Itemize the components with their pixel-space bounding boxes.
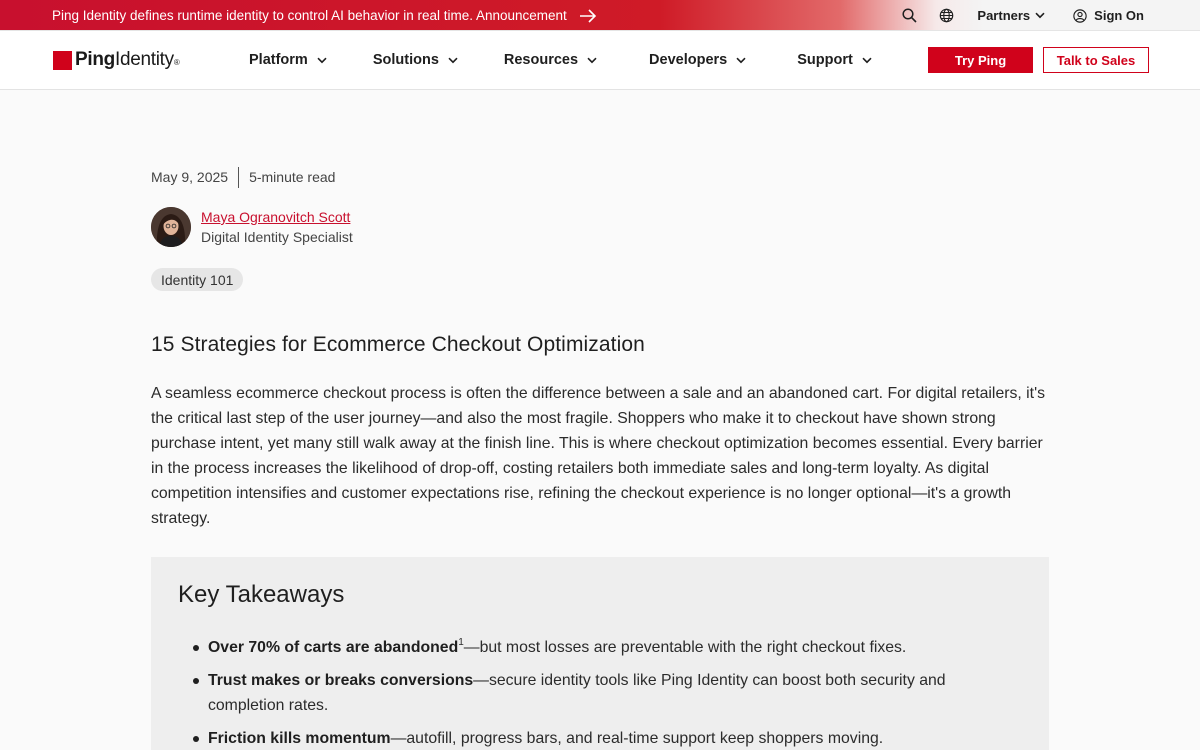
key-takeaways-box — [151, 557, 1049, 750]
announcement-link[interactable] — [52, 0, 597, 31]
chevron-down-icon — [1035, 12, 1045, 19]
takeaway-text: —autofill, progress bars, and real-time support keep shoppers moving. — [390, 730, 884, 747]
takeaway-bold: Over 70% of carts are abandoned — [208, 639, 459, 656]
takeaway-bold: Trust makes or breaks conversions — [208, 672, 474, 689]
list-item — [208, 726, 1018, 750]
chevron-down-icon — [736, 57, 746, 64]
nav-item-developers[interactable] — [649, 52, 746, 68]
takeaway-bold: Friction kills momentum — [208, 730, 391, 747]
language-button[interactable] — [939, 8, 954, 23]
partners-menu[interactable] — [977, 8, 1045, 23]
user-circle-icon — [1073, 9, 1087, 23]
try-ping-button[interactable]: Try Ping — [928, 47, 1033, 73]
publish-date: May 9, 2025 — [151, 169, 229, 185]
search-button[interactable] — [902, 8, 917, 23]
meta-divider — [238, 167, 239, 188]
nav-menu — [249, 31, 872, 89]
logo-wordmark: PingIdentity® — [75, 49, 180, 70]
main-navigation — [0, 31, 1200, 90]
article-intro: A seamless ecommerce checkout process is often the difference between a sale and an abandoned cart. For digital retailers, it's the critical last step of the user journey—and also the most fragile. Shoppers who make it to checkout have shown strong purchase intent, yet many still walk away at the finish line. This is where checkout optimization becomes essential. Every barrier in the process increases the likelihood of drop-off, costing retailers both immediate sales and long-term loyalty. As digital competition intensifies and customer expectations rise, refining the checkout experience is no longer optional—it's a growth strategy. — [151, 385, 1045, 527]
author-title: Digital Identity Specialist — [201, 229, 353, 245]
globe-icon — [939, 8, 954, 23]
sign-on-link[interactable] — [1073, 8, 1144, 23]
key-takeaways-list — [208, 635, 1018, 750]
chevron-down-icon — [448, 57, 458, 64]
announcement-text: Ping Identity defines runtime identity to control AI behavior in real time. Announcement — [52, 8, 567, 23]
article-title: 15 Strategies for Ecommerce Checkout Optimization — [151, 333, 645, 356]
logo-mark — [53, 51, 72, 70]
search-icon — [902, 8, 917, 23]
announcement-bar — [0, 0, 1200, 31]
talk-to-sales-button[interactable]: Talk to Sales — [1043, 47, 1149, 73]
article-meta — [151, 166, 335, 188]
key-takeaways-heading: Key Takeaways — [178, 581, 345, 608]
category-tag[interactable]: Identity 101 — [151, 268, 243, 291]
utility-nav — [902, 0, 1144, 31]
takeaway-text: —but most losses are preventable with the right checkout fixes. — [463, 639, 907, 656]
footnote-ref[interactable]: 1 — [458, 637, 464, 648]
ping-identity-logo[interactable] — [53, 49, 179, 71]
nav-item-label: Developers — [649, 52, 728, 68]
chevron-down-icon — [317, 57, 327, 64]
chevron-down-icon — [862, 57, 872, 64]
sign-on-label: Sign On — [1094, 8, 1144, 23]
author-name-link[interactable]: Maya Ogranovitch Scott — [201, 209, 351, 225]
author-avatar — [151, 207, 191, 247]
takeaway-text: —secure identity tools like Ping Identity can boost both security and completion rates. — [208, 672, 946, 714]
nav-item-label: Platform — [249, 52, 308, 68]
nav-item-label: Solutions — [372, 52, 439, 68]
nav-item-resources[interactable] — [504, 52, 597, 68]
nav-item-label: Support — [797, 52, 853, 68]
author-info — [201, 209, 353, 245]
partners-label: Partners — [977, 8, 1031, 23]
chevron-down-icon — [587, 57, 597, 64]
nav-item-solutions[interactable] — [373, 52, 458, 68]
read-time: 5-minute read — [249, 169, 336, 185]
list-item — [208, 668, 1018, 718]
nav-item-label: Resources — [503, 52, 579, 68]
author-block — [151, 207, 353, 247]
nav-item-platform[interactable] — [249, 52, 327, 68]
arrow-right-icon — [579, 9, 597, 23]
nav-item-support[interactable] — [797, 52, 872, 68]
list-item — [208, 635, 1018, 660]
